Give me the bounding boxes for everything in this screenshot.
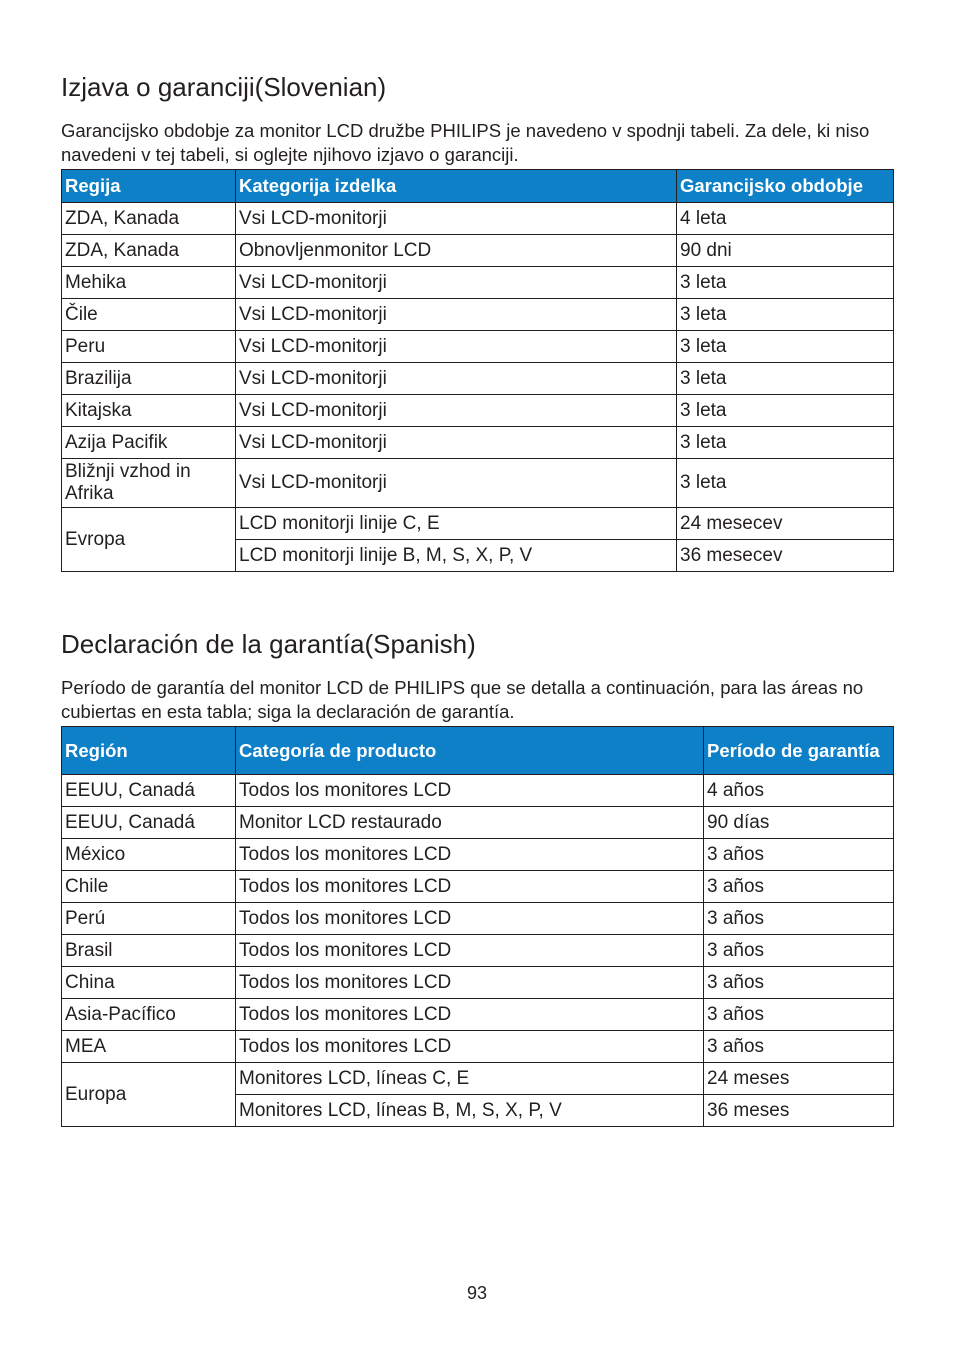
table-row (62, 903, 894, 935)
cell-region: Mehika (62, 267, 236, 299)
table-row (62, 999, 894, 1031)
cell-category: Monitores LCD, líneas C, E (236, 1063, 704, 1095)
slovenian-section (61, 72, 893, 572)
cell-region: MEA (62, 1031, 236, 1063)
cell-period: 90 días (704, 807, 894, 839)
cell-region: ZDA, Kanada (62, 203, 236, 235)
table-row (62, 267, 894, 299)
cell-category: Obnovljenmonitor LCD (236, 235, 677, 267)
cell-region: Čile (62, 299, 236, 331)
cell-period: 3 leta (677, 427, 894, 459)
cell-category: Todos los monitores LCD (236, 935, 704, 967)
cell-category: Vsi LCD-monitorji (236, 363, 677, 395)
cell-region: Evropa (62, 508, 236, 572)
cell-category: LCD monitorji linije B, M, S, X, P, V (236, 540, 677, 572)
cell-region: Peru (62, 331, 236, 363)
cell-period: 3 años (704, 871, 894, 903)
table-row (62, 395, 894, 427)
cell-region: Asia-Pacífico (62, 999, 236, 1031)
cell-category: Monitor LCD restaurado (236, 807, 704, 839)
intro-spanish: Período de garantía del monitor LCD de PHILIPS que se detalla a continuación, para las áreas no cubiertas en esta tabla; siga la declaración de garantía. (61, 677, 864, 722)
table-row (62, 459, 894, 508)
cell-category: Monitores LCD, líneas B, M, S, X, P, V (236, 1095, 704, 1127)
cell-region: ZDA, Kanada (62, 235, 236, 267)
column-header-period: Garancijsko obdobje (677, 170, 894, 203)
table-row (62, 839, 894, 871)
cell-category: Vsi LCD-monitorji (236, 299, 677, 331)
table-row (62, 427, 894, 459)
table-row (62, 235, 894, 267)
table-row (62, 363, 894, 395)
table-row (62, 935, 894, 967)
table-header-row (62, 170, 894, 203)
cell-category: Todos los monitores LCD (236, 871, 704, 903)
table-row (62, 1063, 894, 1095)
cell-period: 3 leta (677, 395, 894, 427)
cell-period: 3 leta (677, 299, 894, 331)
cell-period: 90 dni (677, 235, 894, 267)
table-row (62, 508, 894, 540)
cell-period: 3 años (704, 935, 894, 967)
table-row (62, 1031, 894, 1063)
cell-region: EEUU, Canadá (62, 807, 236, 839)
cell-category: Todos los monitores LCD (236, 839, 704, 871)
cell-period: 3 leta (677, 363, 894, 395)
cell-category: Vsi LCD-monitorji (236, 203, 677, 235)
cell-period: 3 años (704, 999, 894, 1031)
cell-category: Vsi LCD-monitorji (236, 331, 677, 363)
table-row (62, 807, 894, 839)
table-row (62, 967, 894, 999)
column-header-period: Período de garantía (704, 727, 894, 775)
table-row (62, 775, 894, 807)
cell-region: Brasil (62, 935, 236, 967)
section-title-slovenian: Izjava o garanciji(Slovenian) (61, 72, 387, 102)
cell-region: EEUU, Canadá (62, 775, 236, 807)
section-title-spanish: Declaración de la garantía(Spanish) (61, 629, 476, 659)
page-number: 93 (466, 1283, 488, 1303)
column-header-region: Regija (62, 170, 236, 203)
cell-period: 3 leta (677, 459, 894, 508)
table-body-slovenian (62, 203, 894, 572)
cell-category: Vsi LCD-monitorji (236, 395, 677, 427)
cell-region: Kitajska (62, 395, 236, 427)
cell-period: 3 años (704, 967, 894, 999)
intro-slovenian: Garancijsko obdobje za monitor LCD družbe PHILIPS je navedeno v spodnji tabeli. Za dele, ki niso navedeni v tej tabeli, si oglejte njihovo izjavo o garanciji. (61, 120, 870, 165)
table-row (62, 299, 894, 331)
cell-region: Chile (62, 871, 236, 903)
spanish-section (61, 629, 893, 1127)
cell-period: 24 meses (704, 1063, 894, 1095)
cell-region: Bližnji vzhod in Afrika (62, 459, 236, 508)
table-header-row (62, 727, 894, 775)
cell-category: Todos los monitores LCD (236, 903, 704, 935)
cell-category: Todos los monitores LCD (236, 967, 704, 999)
column-header-region: Región (62, 727, 236, 775)
cell-period: 36 mesecev (677, 540, 894, 572)
cell-period: 4 leta (677, 203, 894, 235)
cell-region: Perú (62, 903, 236, 935)
cell-region: México (62, 839, 236, 871)
cell-category: Todos los monitores LCD (236, 1031, 704, 1063)
table-body-spanish (62, 775, 894, 1127)
table-row (62, 871, 894, 903)
cell-category: Vsi LCD-monitorji (236, 427, 677, 459)
cell-region: China (62, 967, 236, 999)
warranty-table-slovenian (61, 169, 894, 572)
column-header-category: Categoría de producto (236, 727, 704, 775)
cell-category: Vsi LCD-monitorji (236, 267, 677, 299)
cell-category: Vsi LCD-monitorji (236, 459, 677, 508)
cell-period: 3 años (704, 839, 894, 871)
cell-period: 3 años (704, 903, 894, 935)
cell-region: Azija Pacifik (62, 427, 236, 459)
cell-period: 3 leta (677, 331, 894, 363)
warranty-table-spanish (61, 726, 894, 1127)
cell-period: 3 años (704, 1031, 894, 1063)
cell-region: Brazilija (62, 363, 236, 395)
column-header-category: Kategorija izdelka (236, 170, 677, 203)
cell-period: 36 meses (704, 1095, 894, 1127)
cell-category: LCD monitorji linije C, E (236, 508, 677, 540)
cell-period: 24 mesecev (677, 508, 894, 540)
cell-region: Europa (62, 1063, 236, 1127)
table-row (62, 331, 894, 363)
cell-period: 4 años (704, 775, 894, 807)
table-row (62, 203, 894, 235)
cell-period: 3 leta (677, 267, 894, 299)
cell-category: Todos los monitores LCD (236, 775, 704, 807)
cell-category: Todos los monitores LCD (236, 999, 704, 1031)
